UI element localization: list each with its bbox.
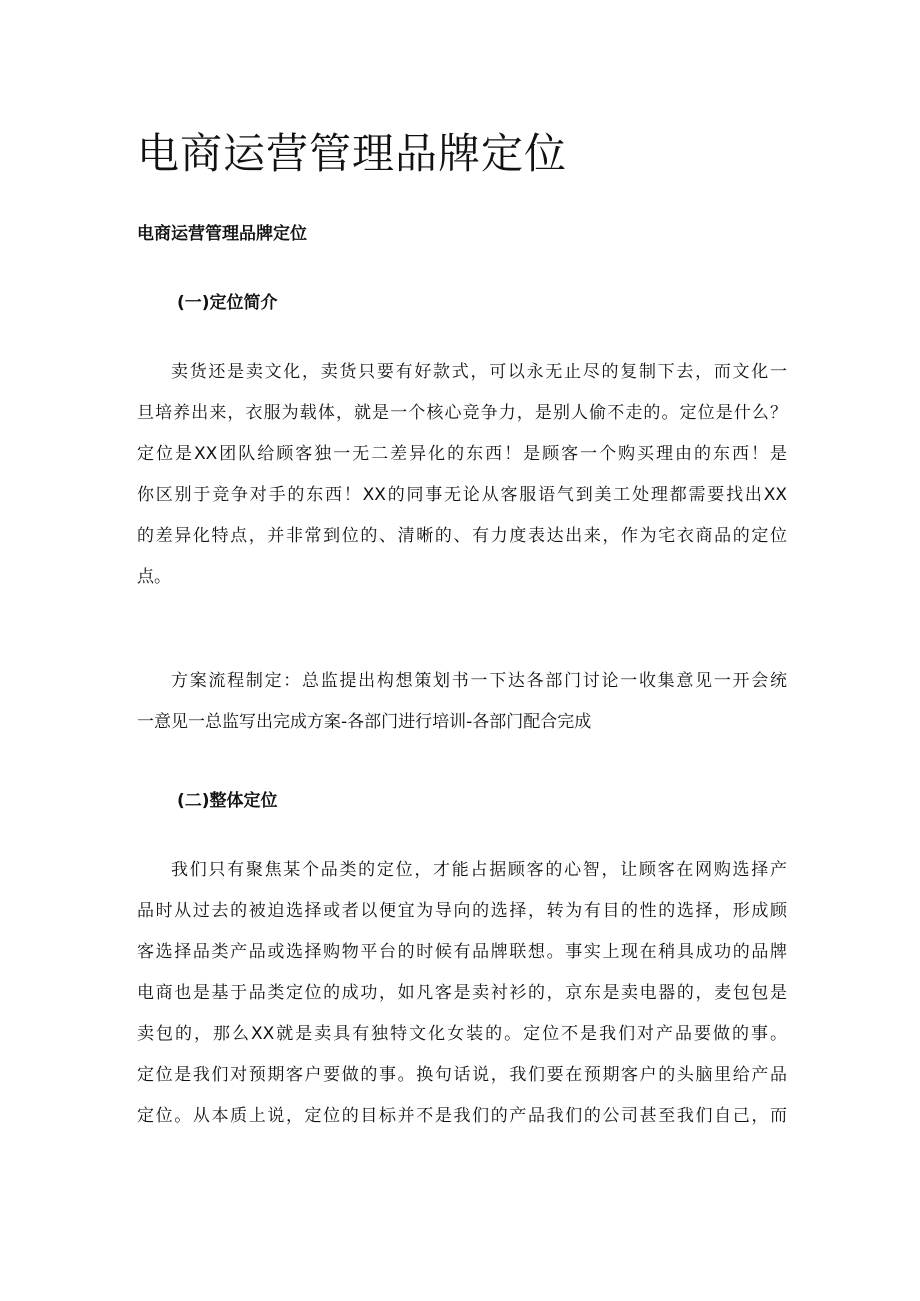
paragraph-line: 定位。从本质上说，定位的目标并不是我们的产品我们的公司甚至我们自己，而 <box>137 1106 787 1126</box>
paragraph-line: 客选择品类产品或选择购物平台的时候有品牌联想。事实上现在稍具成功的品牌 <box>137 942 787 962</box>
section-heading-overall: (二)整体定位 <box>177 791 278 811</box>
paragraph-line: 定位是XX团队给顾客独一无二差异化的东西！是顾客一个购买理由的东西！是 <box>137 444 787 464</box>
paragraph-line: 我们只有聚焦某个品类的定位，才能占据顾客的心智，让顾客在网购选择产 <box>171 860 787 880</box>
paragraph-overall-positioning <box>137 850 787 1137</box>
document-title: 电商运营管理品牌定位 <box>137 129 568 178</box>
paragraph-line: 旦培养出来，衣服为载体，就是一个核心竞争力，是别人偷不走的。定位是什么？ <box>137 403 787 423</box>
section-heading-intro: (一)定位简介 <box>177 293 278 313</box>
paragraph-line: 电商也是基于品类定位的成功，如凡客是卖衬衫的，京东是卖电器的，麦包包是 <box>137 983 787 1003</box>
paragraph-line: 卖包的，那么XX就是卖具有独特文化女装的。定位不是我们对产品要做的事。 <box>137 1024 787 1044</box>
paragraph-line: 点。 <box>137 567 171 587</box>
paragraph-positioning-intro <box>137 352 787 598</box>
paragraph-line: 卖货还是卖文化，卖货只要有好款式，可以永无止尽的复制下去，而文化一 <box>171 362 787 382</box>
document-subtitle: 电商运营管理品牌定位 <box>137 224 307 244</box>
paragraph-line: 品时从过去的被迫选择或者以便宜为导向的选择，转为有目的性的选择，形成顾 <box>137 901 787 921</box>
paragraph-plan-process <box>137 661 787 743</box>
paragraph-line: 方案流程制定：总监提出构想策划书一下达各部门讨论一收集意见一开会统 <box>171 671 787 691</box>
paragraph-line: 的差异化特点，并非常到位的、清晰的、有力度表达出来，作为宅衣商品的定位 <box>137 526 787 546</box>
paragraph-line: 一意见一总监写出完成方案-各部门进行培训-各部门配合完成 <box>137 712 592 732</box>
paragraph-line: 定位是我们对预期客户要做的事。换句话说，我们要在预期客户的头脑里给产品 <box>137 1065 787 1085</box>
paragraph-line: 你区别于竞争对手的东西！XX的同事无论从客服语气到美工处理都需要找出XX <box>137 485 787 505</box>
